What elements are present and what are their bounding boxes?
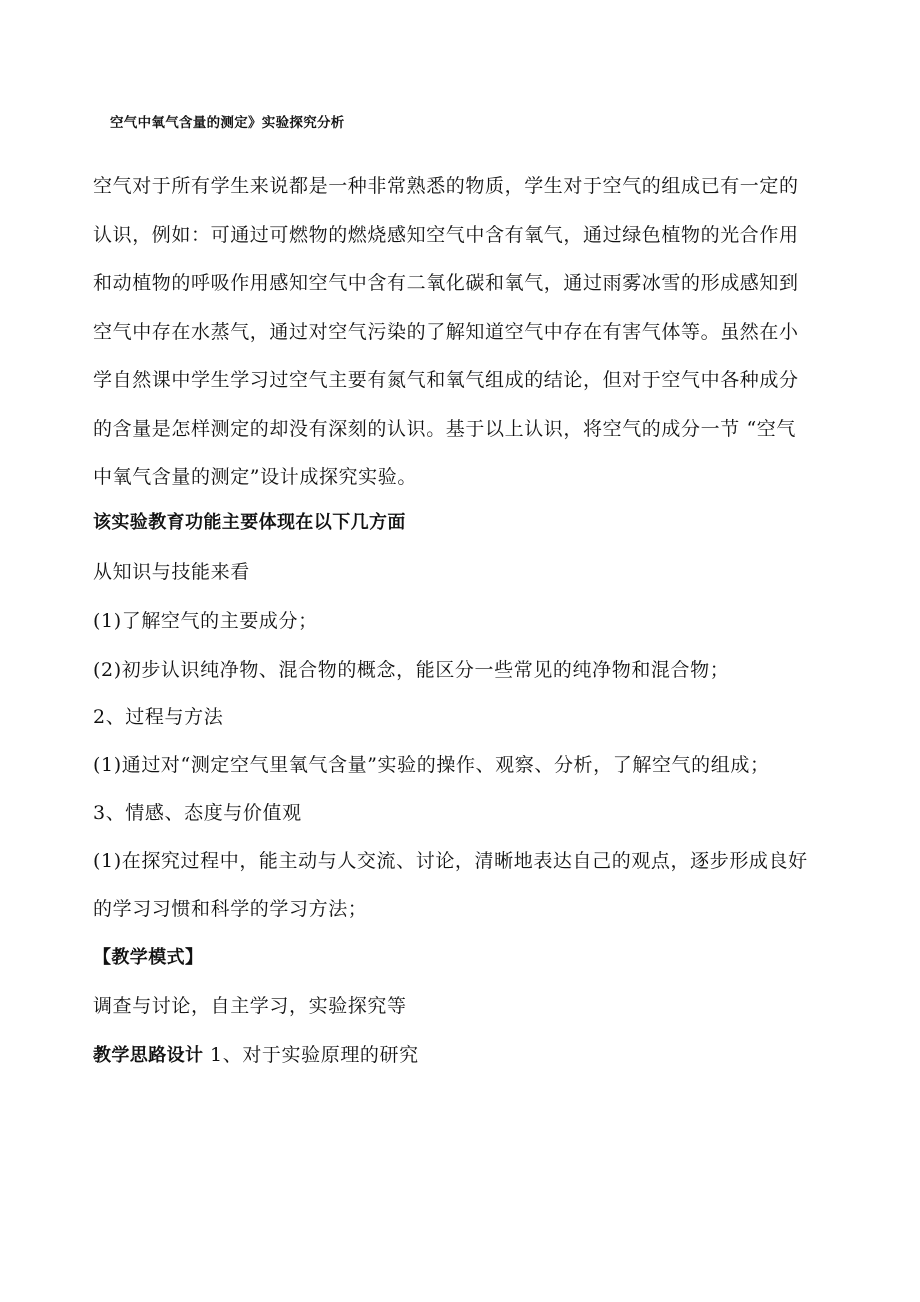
function-heading: 该实验教育功能主要体现在以下几方面 [93, 512, 406, 533]
mode-text: 调查与讨论，自主学习，实验探究等 [93, 995, 407, 1017]
process-heading: 2、过程与方法 [93, 706, 224, 728]
knowledge-heading: 从知识与技能来看 [93, 561, 250, 583]
intro-line: 认识，例如：可通过可燃物的燃烧感知空气中含有氧气，通过绿色植物的光合作用 [93, 223, 799, 246]
design-line [93, 1040, 419, 1071]
emotion-heading: 3、情感、态度与价值观 [93, 802, 302, 824]
knowledge-item-1: (1)了解空气的主要成分； [93, 610, 318, 632]
intro-line: 的含量是怎样测定的却没有深刻的认识。基于以上认识，将空气的成分一节 “空气 [93, 417, 796, 440]
knowledge-item-2: (2)初步认识纯净物、混合物的概念，能区分一些常见的纯净物和混合物； [93, 659, 730, 681]
design-text: 1、对于实验原理的研究 [203, 1044, 419, 1066]
process-item-1: (1)通过对“测定空气里氧气含量”实验的操作、观察、分析，了解空气的组成； [93, 754, 770, 776]
mode-heading: 【教学模式】 [93, 947, 204, 968]
intro-paragraph [93, 162, 829, 502]
intro-line: 空气中存在水蒸气，通过对空气污染的了解知道空气中存在有害气体等。虽然在小 [93, 320, 799, 343]
document-title: 空气中氧气含量的测定》实验探究分析 [110, 115, 345, 131]
emotion-item-line: 的学习习惯和科学的学习方法； [93, 898, 368, 920]
intro-line: 和动植物的呼吸作用感知空气中含有二氧化碳和氧气，通过雨雾冰雪的形成感知到 [93, 272, 799, 294]
design-heading: 教学思路设计 [93, 1045, 204, 1066]
intro-line: 空气对于所有学生来说都是一种非常熟悉的物质，学生对于空气的组成已有一定的 [93, 175, 799, 197]
intro-line: 中氧气含量的测定”设计成探究实验。 [93, 466, 417, 488]
intro-line: 学自然课中学生学习过空气主要有氮气和氧气组成的结论，但对于空气中各种成分 [93, 369, 799, 391]
emotion-item-line: (1)在探究过程中，能主动与人交流、讨论，清晰地表达自己的观点，逐步形成良好 [93, 850, 808, 872]
